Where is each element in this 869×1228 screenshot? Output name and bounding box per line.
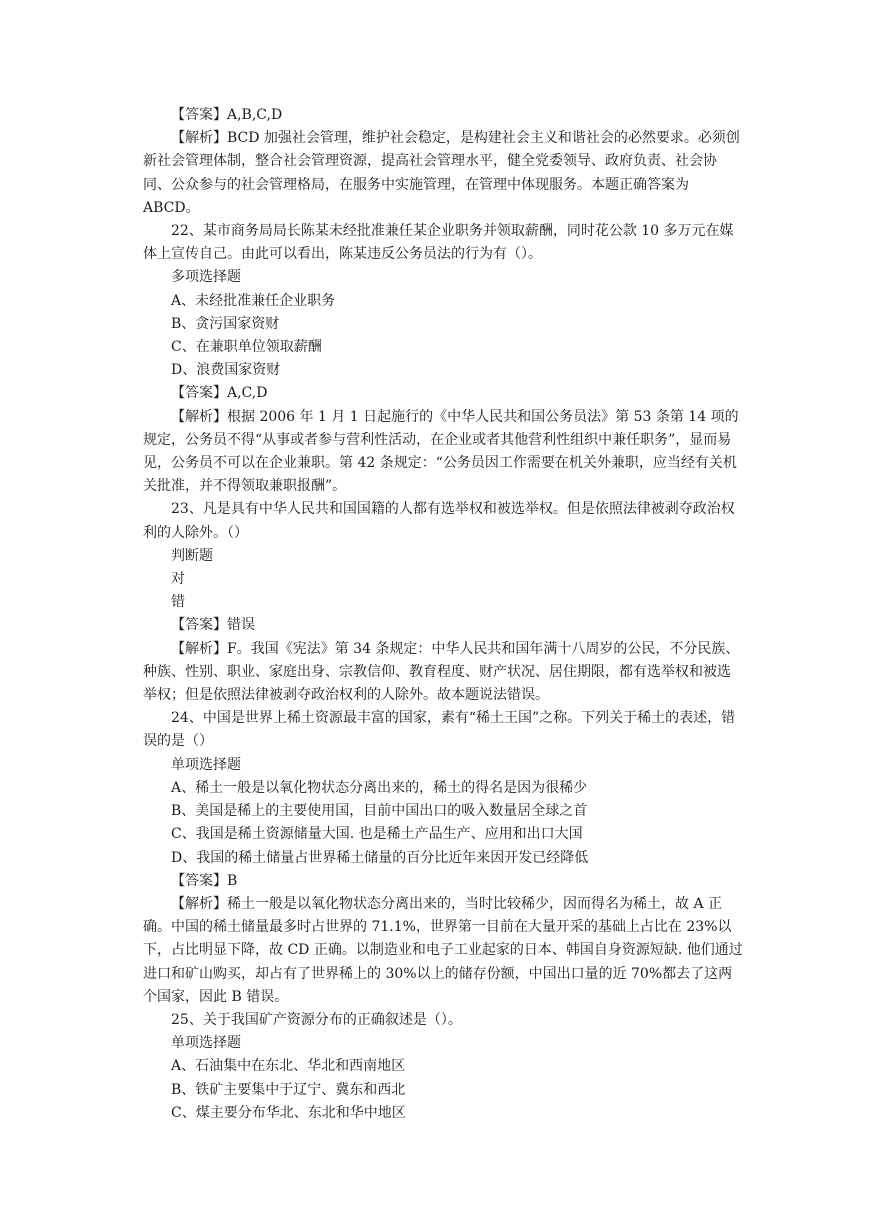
- paragraph: 【解析】稀土一般是以氧化物状态分离出来的，当时比较稀少，因而得名为稀土，故 A 正确。中国的稀土储量最多时占世界的 71.1%，世界第一目前在大量开采的基础上占比在 23%以下，占比明显下降，故 CD 正确。以制造业和电子工业起家的日本、韩国自身资源短缺. 他们通过进口和矿山购买，却占有了世界稀上的 30%以上的储存份额，中国出口量的近 70%都去了这两个国家，因此 B 错误。: [143, 895, 743, 1005]
- option-line: D、我国的稀土储量占世界稀土储量的百分比近年来因开发已经降低: [171, 849, 589, 866]
- option-line: B、美国是稀上的主要使用国，目前中国出口的吸入数量居全球之首: [171, 803, 588, 820]
- paragraph: 【答案】A,C,D: [171, 385, 268, 402]
- paragraph: 22、某市商务局局长陈某未经批准兼任某企业职务并领取薪酬，同时花公款 10 多万元在媒体上宣传自己。由此可以看出，陈某违反公务员法的行为有（）。: [143, 223, 734, 263]
- paragraph: 25、关于我国矿产资源分布的正确叙述是（）。: [171, 1011, 462, 1028]
- option-line: 单项选择题: [171, 756, 241, 773]
- option-line: 多项选择题: [171, 269, 241, 286]
- document-body: [143, 104, 743, 1125]
- paragraph: 【答案】A,B,C,D: [171, 107, 283, 123]
- paragraph: 【解析】BCD 加强社会管理，维护社会稳定，是构建社会主义和谐社会的必然要求。必须创新社会管理体制，整合社会管理资源，提高社会管理水平，健全党委领导、政府负责、社会协同、公众参与的社会管理格局，在服务中实施管理，在管理中体现服务。本题正确答案为 ABCD。: [143, 130, 740, 216]
- option-line: D、浪费国家资财: [171, 362, 281, 379]
- option-line: A、石油集中在东北、华北和西南地区: [171, 1058, 406, 1075]
- option-line: C、在兼职单位领取薪酬: [171, 339, 322, 356]
- option-line: B、贪污国家资财: [171, 315, 280, 332]
- option-line: 错: [171, 594, 185, 611]
- paragraph: 【答案】B: [171, 872, 238, 889]
- paragraph: 24、中国是世界上稀土资源最丰富的国家，素有“稀土王国”之称。下列关于稀土的表述，错误的是（）: [143, 710, 736, 750]
- option-line: A、未经批准兼任企业职务: [171, 292, 336, 309]
- paragraph: 【解析】F。我国《宪法》第 34 条规定：中华人民共和国年满十八周岁的公民，不分民族、种族、性别、职业、家庭出身、宗教信仰、教育程度、财产状况、居住期限，都有选举权和被选举权；但是依照法律被剥夺政治权利的人除外。故本题说法错误。: [143, 640, 740, 704]
- option-line: 单项选择题: [171, 1035, 241, 1052]
- option-line: C、煤主要分布华北、东北和华中地区: [171, 1104, 406, 1121]
- option-line: 判断题: [171, 547, 213, 564]
- option-line: A、稀土一般是以氧化物状态分离出来的，稀土的得名是因为很稀少: [171, 779, 588, 796]
- option-line: C、我国是稀土资源储量大国. 也是稀土产品生产、应用和出口大国: [171, 826, 583, 843]
- option-line: 对: [171, 571, 185, 588]
- option-line: B、铁矿主要集中于辽宁、冀东和西北: [171, 1081, 406, 1098]
- paragraph: 23、凡是具有中华人民共和国国籍的人都有选举权和被选举权。但是依照法律被剥夺政治权利的人除外。（）: [143, 501, 735, 541]
- paragraph: 【解析】根据 2006 年 1 月 1 日起施行的《中华人民共和国公务员法》第 53 条第 14 项的规定，公务员不得“从事或者参与营利性活动，在企业或者其他营利性组织中兼任职务”，显而易见，公务员不可以在企业兼职。第 42 条规定：“公务员因工作需要在机关外兼职，应当经有关机关批准，并不得领取兼职报酬”。: [143, 408, 739, 495]
- paragraph: 【答案】错误: [171, 617, 255, 634]
